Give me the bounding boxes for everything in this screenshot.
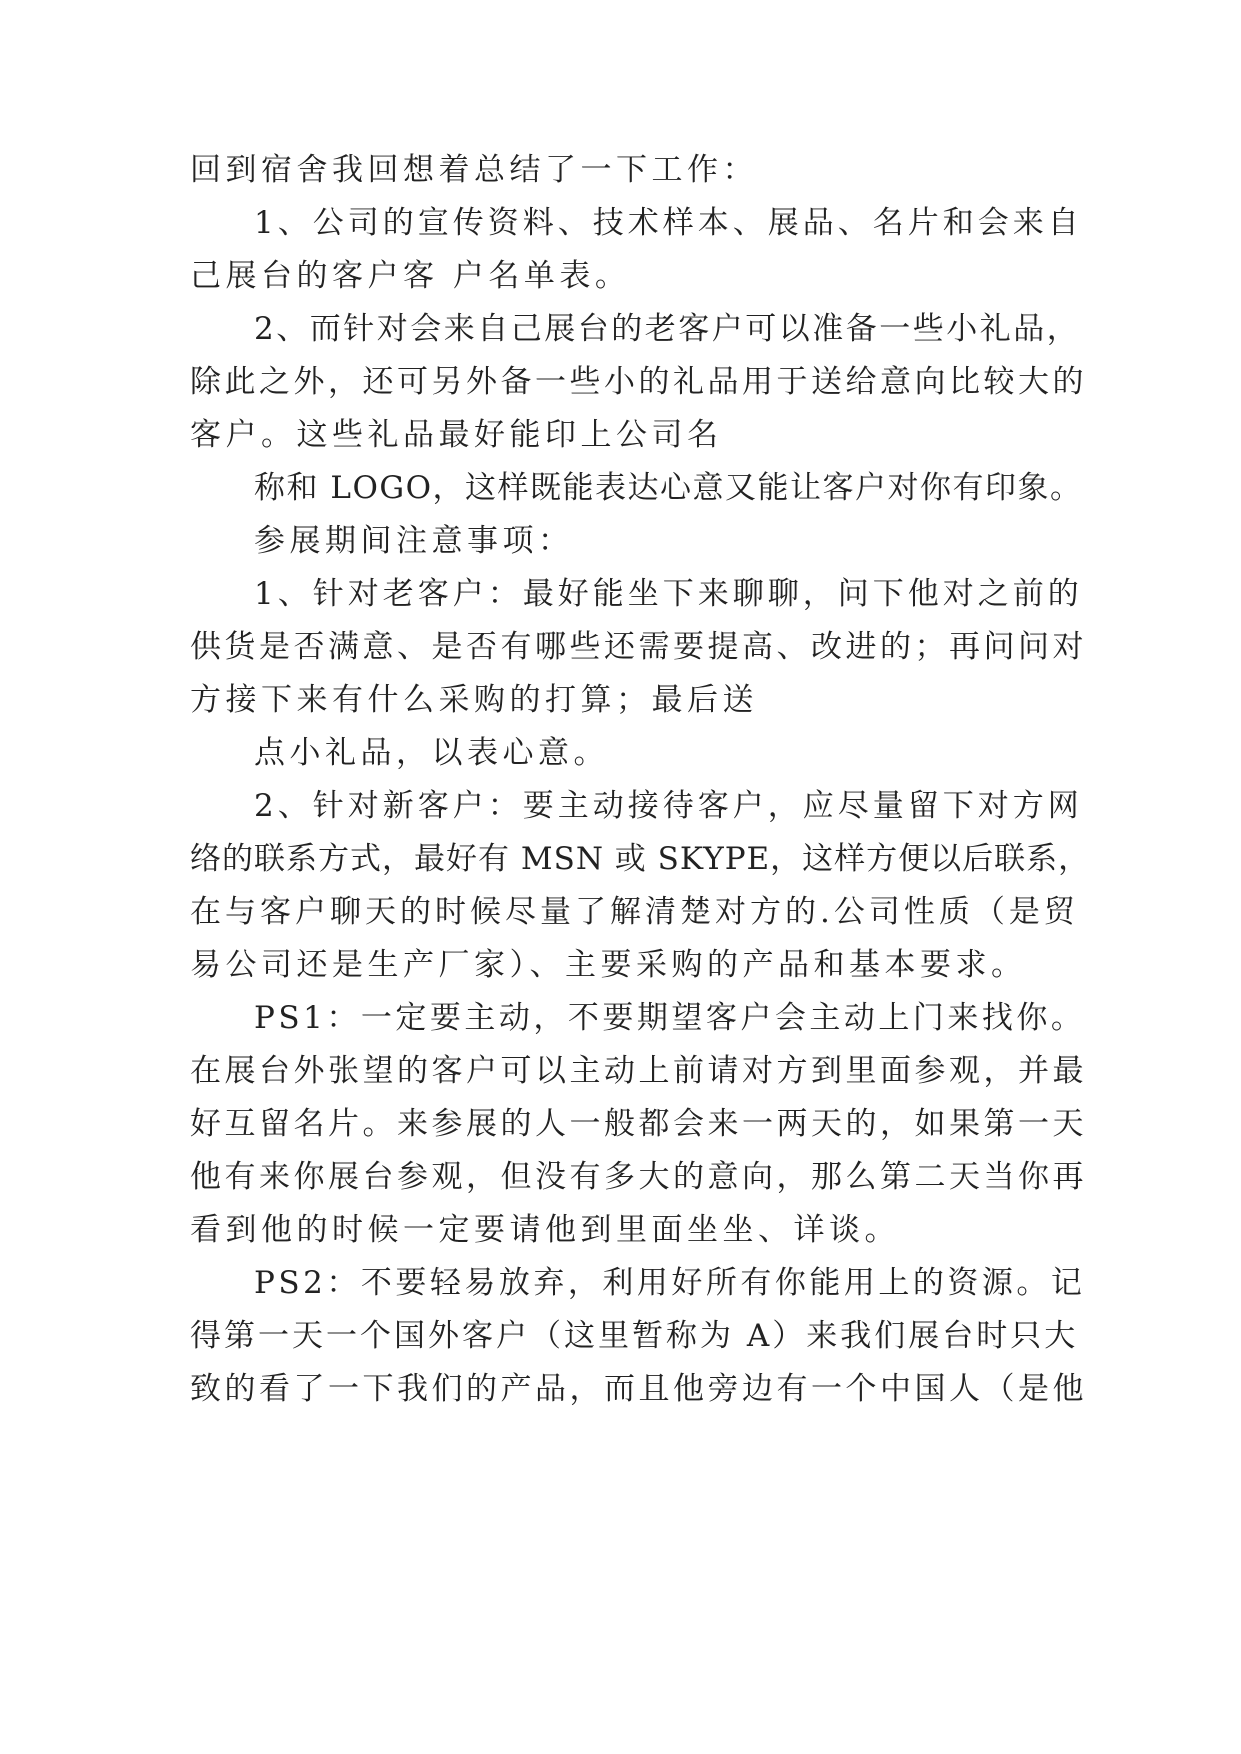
text-line: 在展台外张望的客户可以主动上前请对方到里面参观，并最 bbox=[190, 1053, 1087, 1089]
text-line: 好互留名片。来参展的人一般都会来一两天的，如果第一天 bbox=[190, 1106, 1087, 1142]
text-line: 供货是否满意、是否有哪些还需要提高、改进的；再问问对 bbox=[190, 629, 1087, 665]
text-line: 易公司还是生产厂家）、主要采购的产品和基本要求。 bbox=[190, 947, 1027, 983]
text-line: 参展期间注意事项： bbox=[254, 523, 574, 559]
text-line: 1、针对老客户：最好能坐下来聊聊，问下他对之前的 bbox=[254, 576, 1083, 612]
text-line: 称和 LOGO，这样既能表达心意又能让客户对你有印象。 bbox=[254, 470, 1083, 506]
text-line: 客户。这些礼品最好能印上公司名 bbox=[190, 417, 723, 453]
text-line: 方接下来有什么采购的打算；最后送 bbox=[190, 682, 758, 718]
text-line: 在与客户聊天的时候尽量了解清楚对方的.公司性质（是贸 bbox=[190, 894, 1079, 930]
text-line: 回到宿舍我回想着总结了一下工作： bbox=[190, 152, 758, 188]
text-line: 他有来你展台参观，但没有多大的意向，那么第二天当你再 bbox=[190, 1159, 1087, 1195]
text-line: PS2：不要轻易放弃，利用好所有你能用上的资源。记 bbox=[254, 1265, 1086, 1301]
text-line: 点小礼品，以表心意。 bbox=[254, 735, 609, 771]
text-line: 络的联系方式，最好有 MSN 或 SKYPE，这样方便以后联系， bbox=[190, 841, 1091, 877]
text-line: 2、针对新客户：要主动接待客户，应尽量留下对方网 bbox=[254, 788, 1083, 824]
text-line: 致的看了一下我们的产品，而且他旁边有一个中国人（是他 bbox=[190, 1371, 1087, 1407]
text-line: 除此之外，还可另外备一些小的礼品用于送给意向比较大的 bbox=[190, 364, 1087, 400]
text-line: 2、而针对会来自己展台的老客户可以准备一些小礼品， bbox=[254, 311, 1081, 347]
text-line: PS1：一定要主动，不要期望客户会主动上门来找你。 bbox=[254, 1000, 1086, 1036]
text-line: 看到他的时候一定要请他到里面坐坐、详谈。 bbox=[190, 1212, 900, 1248]
text-line: 己展台的客户客 户名单表。 bbox=[190, 258, 631, 294]
text-line: 得第一天一个国外客户（这里暂称为 A）来我们展台时只大 bbox=[190, 1318, 1079, 1354]
text-line: 1、公司的宣传资料、技术样本、展品、名片和会来自 bbox=[254, 205, 1083, 241]
